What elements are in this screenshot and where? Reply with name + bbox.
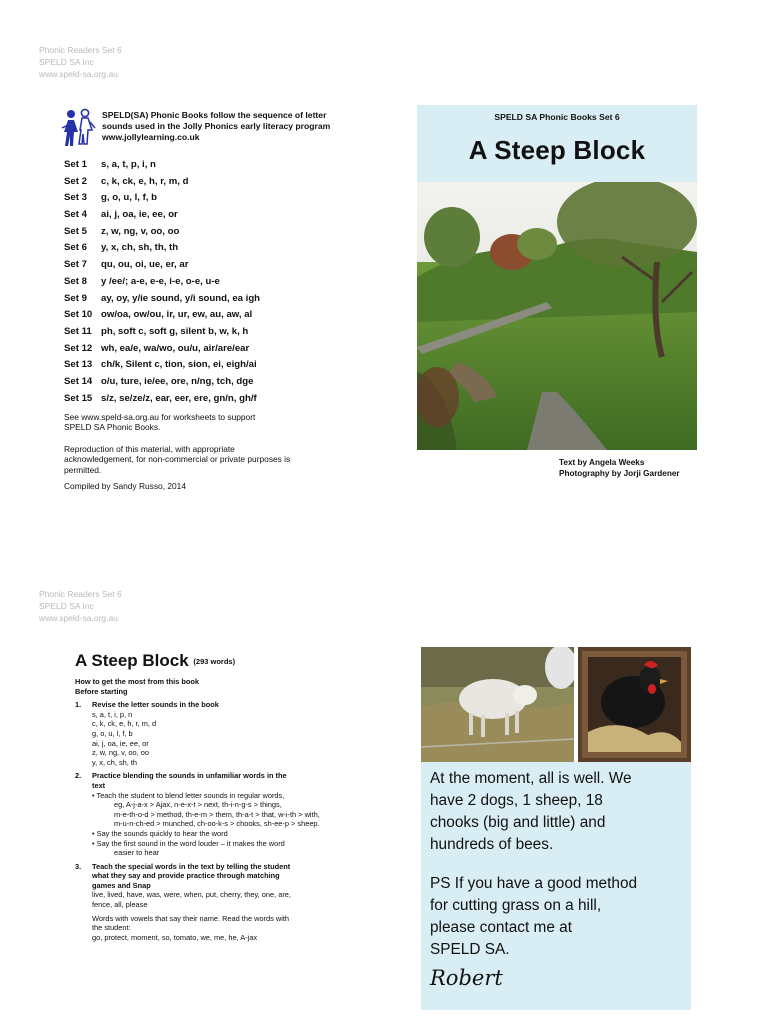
set-row bbox=[64, 341, 260, 358]
bullet-line: • Say the sounds quickly to hear the word bbox=[92, 828, 228, 838]
header-line: SPELD SA Inc bbox=[39, 57, 94, 67]
intro-line: sounds used in the Jolly Phonics early literacy program bbox=[102, 121, 331, 131]
set-row bbox=[64, 224, 260, 241]
bullet-line: • Teach the student to blend letter sounds in regular words, bbox=[92, 790, 285, 800]
set-sounds: s, a, t, p, i, n bbox=[101, 159, 156, 170]
section-heading: How to get the most from this book bbox=[75, 677, 199, 686]
set-row bbox=[64, 257, 260, 274]
cover-title: A Steep Block bbox=[468, 135, 646, 165]
sound-line: s, a, t, i, p, n bbox=[92, 709, 133, 719]
page2-header bbox=[39, 588, 122, 624]
sound-line: y, x, ch, sh, th bbox=[92, 757, 138, 767]
note-line: SPELD SA Phonic Books. bbox=[64, 422, 161, 433]
message-line: At the moment, all is well. We bbox=[430, 770, 632, 787]
section-heading: Before starting bbox=[75, 686, 128, 696]
compiled-by: Compiled by Sandy Russo, 2014 bbox=[64, 481, 186, 491]
sheep-photo bbox=[421, 647, 574, 762]
photo-credit: Photography by Jorji Gardener bbox=[559, 468, 680, 478]
set-sounds: y, x, ch, sh, th, th bbox=[101, 242, 179, 254]
set-row bbox=[64, 374, 260, 391]
step-number: 3. bbox=[75, 861, 82, 871]
header-line: Phonic Readers Set 6 bbox=[39, 589, 122, 599]
set-label: Set 9 bbox=[64, 292, 87, 304]
sound-line: g, o, u, l, f, b bbox=[92, 728, 133, 738]
vowel-line: Words with vowels that say their name. Read the words with bbox=[92, 913, 290, 923]
message-line: PS If you have a good method bbox=[430, 875, 638, 892]
message-text bbox=[430, 768, 692, 961]
step-text: Practice blending the sounds in unfamiliar words in the bbox=[92, 771, 287, 781]
intro-line: SPELD(SA) Phonic Books follow the sequence of letter bbox=[102, 110, 327, 120]
set-label: Set 11 bbox=[64, 325, 92, 337]
speld-logo-icon bbox=[60, 108, 96, 148]
message-line: SPELD SA. bbox=[430, 941, 510, 958]
set-sounds: c, k, ck, e, h, r, m, d bbox=[101, 175, 189, 187]
sound-line: ai, j, oa, ie, ee, or bbox=[92, 738, 149, 748]
set-row bbox=[64, 357, 260, 374]
note-line: permitted. bbox=[64, 464, 102, 475]
bullet-line: • Say the first sound in the word louder – it makes the word bbox=[92, 838, 285, 848]
set-row bbox=[64, 291, 260, 308]
reproduction-note bbox=[64, 444, 344, 475]
header-line: SPELD SA Inc bbox=[39, 601, 94, 611]
message-line: chooks (big and little) and bbox=[430, 814, 606, 831]
step-number: 2. bbox=[75, 771, 82, 781]
title-text: A Steep Block bbox=[75, 651, 189, 670]
book-title bbox=[75, 651, 235, 671]
bullet-line: easier to hear bbox=[114, 848, 160, 858]
set-label: Set 12 bbox=[64, 342, 93, 354]
word-line: fence, all, please bbox=[92, 900, 148, 910]
set-sounds: ai, j, oa, ie, ee, or bbox=[101, 209, 178, 221]
signature: Robert bbox=[430, 966, 503, 990]
message-line: have 2 dogs, 1 sheep, 18 bbox=[430, 792, 603, 809]
step-text: what they say and provide practice through matching bbox=[92, 871, 280, 881]
note-line: acknowledgement, for non-commercial or private purposes is bbox=[64, 454, 291, 465]
set-row bbox=[64, 274, 260, 291]
note-line: Reproduction of this material, with appropriate bbox=[64, 444, 235, 454]
set-sounds: s/z, se/ze/z, ear, eer, ere, gn/n, gh/f bbox=[101, 392, 257, 404]
set-row bbox=[64, 174, 260, 191]
word-count: (293 words) bbox=[193, 657, 236, 667]
set-row bbox=[64, 391, 260, 408]
sound-line: c, k, ck, e, h, r, m, d bbox=[92, 719, 157, 729]
step-text: Teach the special words in the text by telling the student bbox=[92, 861, 291, 871]
intro-text bbox=[102, 110, 352, 143]
set-label: Set 7 bbox=[64, 259, 87, 271]
set-sounds: z, w, ng, v, oo, oo bbox=[101, 225, 180, 237]
set-sounds: g, o, u, l, f, b bbox=[101, 192, 157, 204]
set-label: Set 5 bbox=[64, 225, 87, 237]
step-2 bbox=[75, 771, 337, 790]
page1-header bbox=[39, 44, 122, 80]
bullet-line: m-u-n-ch-ed > munched, ch-oo-k-s > chooks, sh-ee-p > sheep. bbox=[114, 819, 320, 829]
set-label: Set 13 bbox=[64, 359, 93, 371]
set-label: Set 4 bbox=[64, 209, 87, 221]
message-line: for cutting grass on a hill, bbox=[430, 897, 602, 914]
set-sounds: ow/oa, ow/ou, ir, ur, ew, au, aw, al bbox=[101, 309, 253, 321]
special-words bbox=[75, 890, 337, 942]
cover-credits bbox=[559, 458, 680, 479]
set-label: Set 14 bbox=[64, 375, 93, 387]
set-row bbox=[64, 157, 260, 174]
set-row bbox=[64, 324, 260, 341]
set-list bbox=[64, 157, 260, 407]
set-row bbox=[64, 307, 260, 324]
set-row bbox=[64, 207, 260, 224]
set-row bbox=[64, 240, 260, 257]
message-box bbox=[421, 762, 691, 1010]
set-label: Set 8 bbox=[64, 275, 87, 287]
header-line: www.speld-sa.org.au bbox=[39, 69, 118, 79]
step-text: Revise the letter sounds in the book bbox=[92, 700, 219, 710]
bullet-line: eg, A-j-a-x > Ajax, n-e-x-t > next, th-i-n-g-s > things, bbox=[114, 800, 282, 810]
step-1 bbox=[75, 700, 337, 710]
set-sounds: ay, oy, y/ie sound, y/i sound, ea igh bbox=[101, 292, 261, 304]
step-3 bbox=[75, 862, 337, 891]
blending-bullets bbox=[75, 791, 337, 858]
step-text: games and Snap bbox=[92, 880, 151, 890]
note-line: See www.speld-sa.org.au for worksheets to support bbox=[64, 412, 256, 422]
set-sounds: qu, ou, oi, ue, er, ar bbox=[101, 259, 189, 271]
teaching-notes bbox=[75, 677, 337, 942]
header-line: www.speld-sa.org.au bbox=[39, 613, 118, 623]
letter-sound-lines bbox=[75, 710, 337, 768]
set-label: Set 2 bbox=[64, 175, 87, 187]
message-line bbox=[430, 856, 692, 873]
message-line: please contact me at bbox=[430, 919, 573, 936]
cover-photo-hillside bbox=[417, 182, 697, 450]
header-line: Phonic Readers Set 6 bbox=[39, 45, 122, 55]
book-cover bbox=[417, 105, 697, 450]
bullet-line: m-e-th-o-d > method, th-e-m > them, th-a-t > that, w-i-th > with, bbox=[114, 809, 320, 819]
set-label: Set 15 bbox=[64, 392, 93, 404]
cover-series: SPELD SA Phonic Books Set 6 bbox=[494, 112, 620, 122]
text-credit: Text by Angela Weeks bbox=[559, 458, 645, 467]
sound-line: z, w, ng, v, oo, oo bbox=[92, 748, 149, 758]
set-label: Set 10 bbox=[64, 309, 93, 321]
word-line: live, lived, have, was, were, when, put, cherry, they, one, are, bbox=[92, 890, 291, 900]
step-number: 1. bbox=[75, 700, 82, 710]
set-sounds: y /ee/; a-e, e-e, i-e, o-e, u-e bbox=[101, 275, 220, 287]
message-line: hundreds of bees. bbox=[430, 836, 554, 853]
set-label: Set 1 bbox=[64, 159, 87, 170]
set-row bbox=[64, 190, 260, 207]
set-sounds: ph, soft c, soft g, silent b, w, k, h bbox=[101, 325, 249, 337]
set-sounds: ch/k, Silent c, tion, sion, ei, eigh/ai bbox=[101, 359, 257, 371]
set-label: Set 3 bbox=[64, 192, 87, 204]
chook-photo bbox=[578, 647, 691, 762]
worksheet-note bbox=[64, 412, 344, 433]
set-sounds: wh, ea/e, wa/wo, ou/u, air/are/ear bbox=[101, 342, 250, 354]
step-text: text bbox=[92, 780, 106, 790]
set-sounds: o/u, ture, ie/ee, ore, n/ng, tch, dge bbox=[101, 375, 254, 387]
intro-link[interactable]: www.jollylearning.co.uk bbox=[102, 132, 200, 142]
vowel-line: the student: bbox=[92, 923, 131, 933]
set-label: Set 6 bbox=[64, 242, 87, 254]
vowel-line: go, protect, moment, so, tomato, we, me, he, A-jax bbox=[92, 932, 258, 942]
